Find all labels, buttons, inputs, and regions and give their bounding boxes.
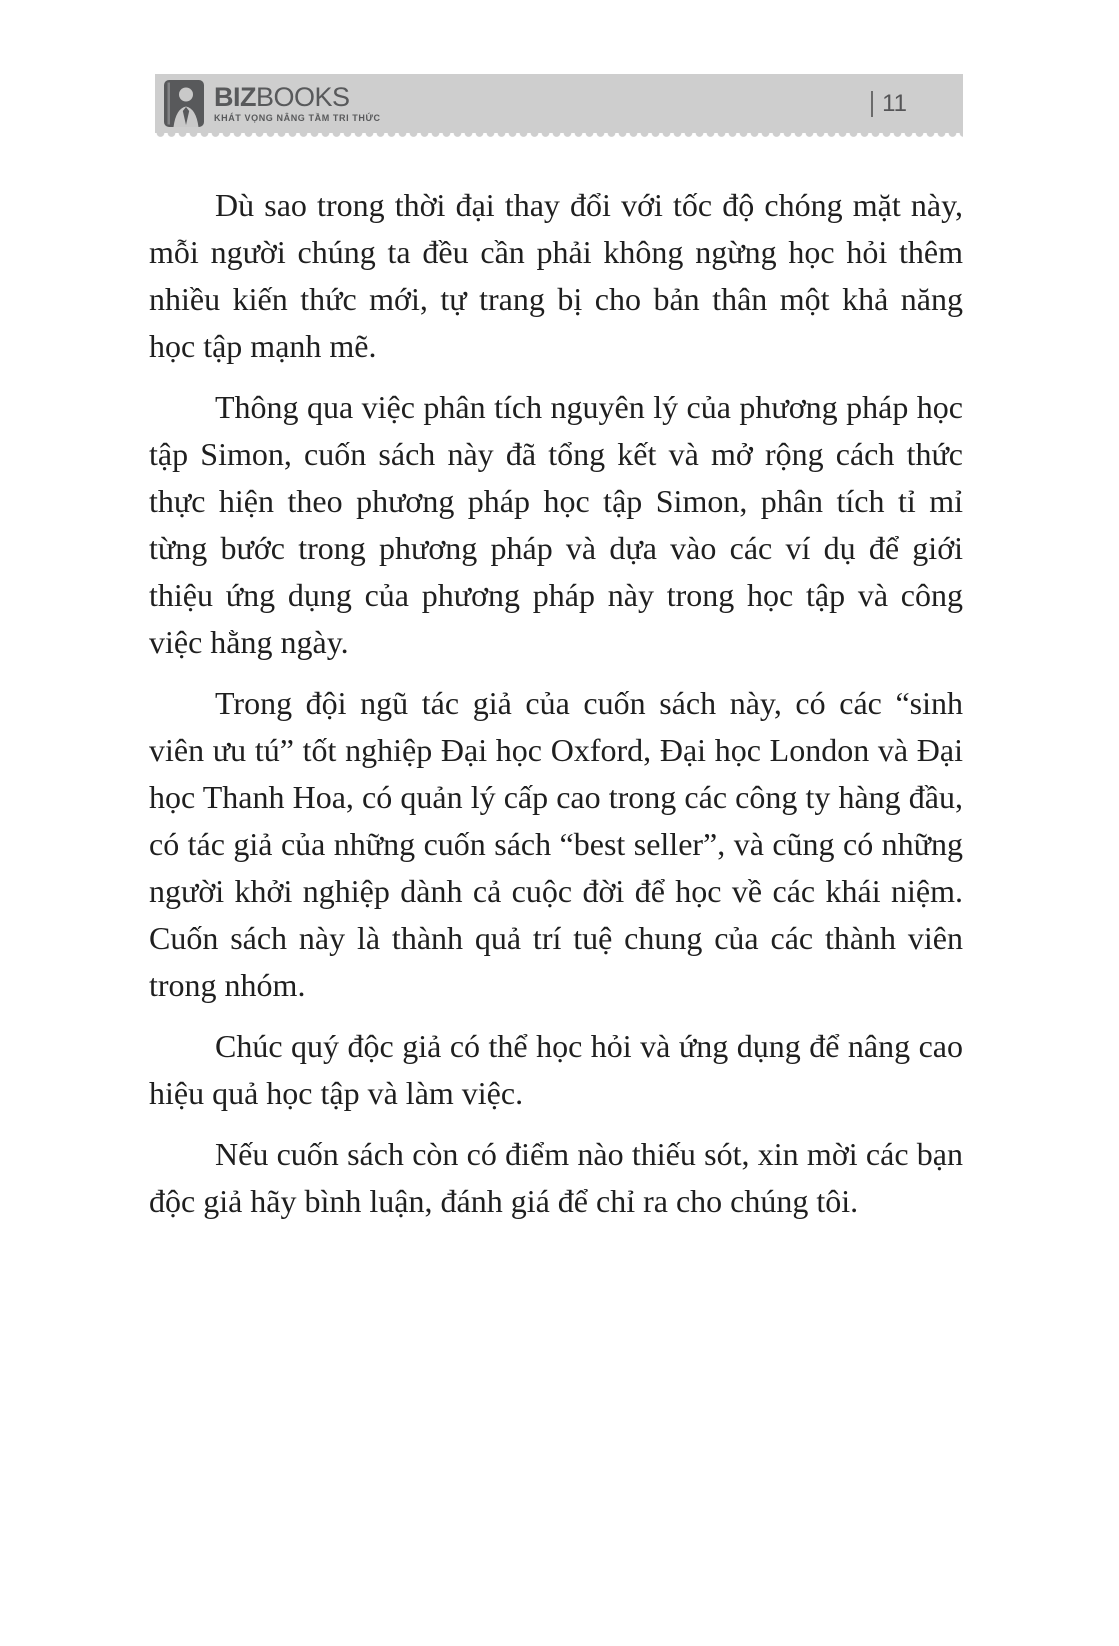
paragraph: Dù sao trong thời đại thay đổi với tốc độ chóng mặt này, mỗi người chúng ta đều cần phải không ngừng học hỏi thêm nhiều kiến thức mới, tự trang bị cho bản thân một khả năng học tập mạnh mẽ. bbox=[149, 187, 963, 364]
paragraph: Chúc quý độc giả có thể học hỏi và ứng dụng để nâng cao hiệu quả học tập và làm việc. bbox=[149, 1028, 963, 1111]
brand-books: BOOKS bbox=[256, 82, 350, 112]
brand-name bbox=[214, 84, 381, 111]
paragraph: Thông qua việc phân tích nguyên lý của phương pháp học tập Simon, cuốn sách này đã tổng kết và mở rộng cách thức thực hiện theo phương pháp học tập Simon, phân tích tỉ mỉ từng bước trong phương pháp và dựa vào các ví dụ để giới thiệu ứng dụng của phương pháp này trong học tập và công việc hằng ngày. bbox=[149, 389, 963, 660]
bizbooks-figure-icon bbox=[164, 80, 204, 127]
logo-text bbox=[214, 84, 381, 123]
brand-biz: BIZ bbox=[214, 82, 256, 112]
page-number: 11 bbox=[882, 89, 907, 117]
bizbooks-logo bbox=[164, 80, 381, 127]
paragraph: Trong đội ngũ tác giả của cuốn sách này, có các “sinh viên ưu tú” tốt nghiệp Đại học Oxford, Đại học London và Đại học Thanh Hoa, có quản lý cấp cao trong các công ty hàng đầu, có tác giả của những cuốn sách “best seller”, và cũng có những người khởi nghiệp dành cả cuộc đời để học về các khái niệm. Cuốn sách này là thành quả trí tuệ chung của các thành viên trong nhóm. bbox=[149, 685, 963, 1003]
header-bar bbox=[155, 74, 963, 133]
page-number-group bbox=[871, 90, 907, 118]
page-number-divider bbox=[871, 91, 873, 117]
body-text bbox=[149, 182, 963, 1239]
brand-tagline: KHÁT VỌNG NÂNG TẦM TRI THỨC bbox=[214, 113, 381, 123]
paragraph: Nếu cuốn sách còn có điểm nào thiếu sót, xin mời các bạn độc giả hãy bình luận, đánh giá để chỉ ra cho chúng tôi. bbox=[149, 1136, 963, 1219]
